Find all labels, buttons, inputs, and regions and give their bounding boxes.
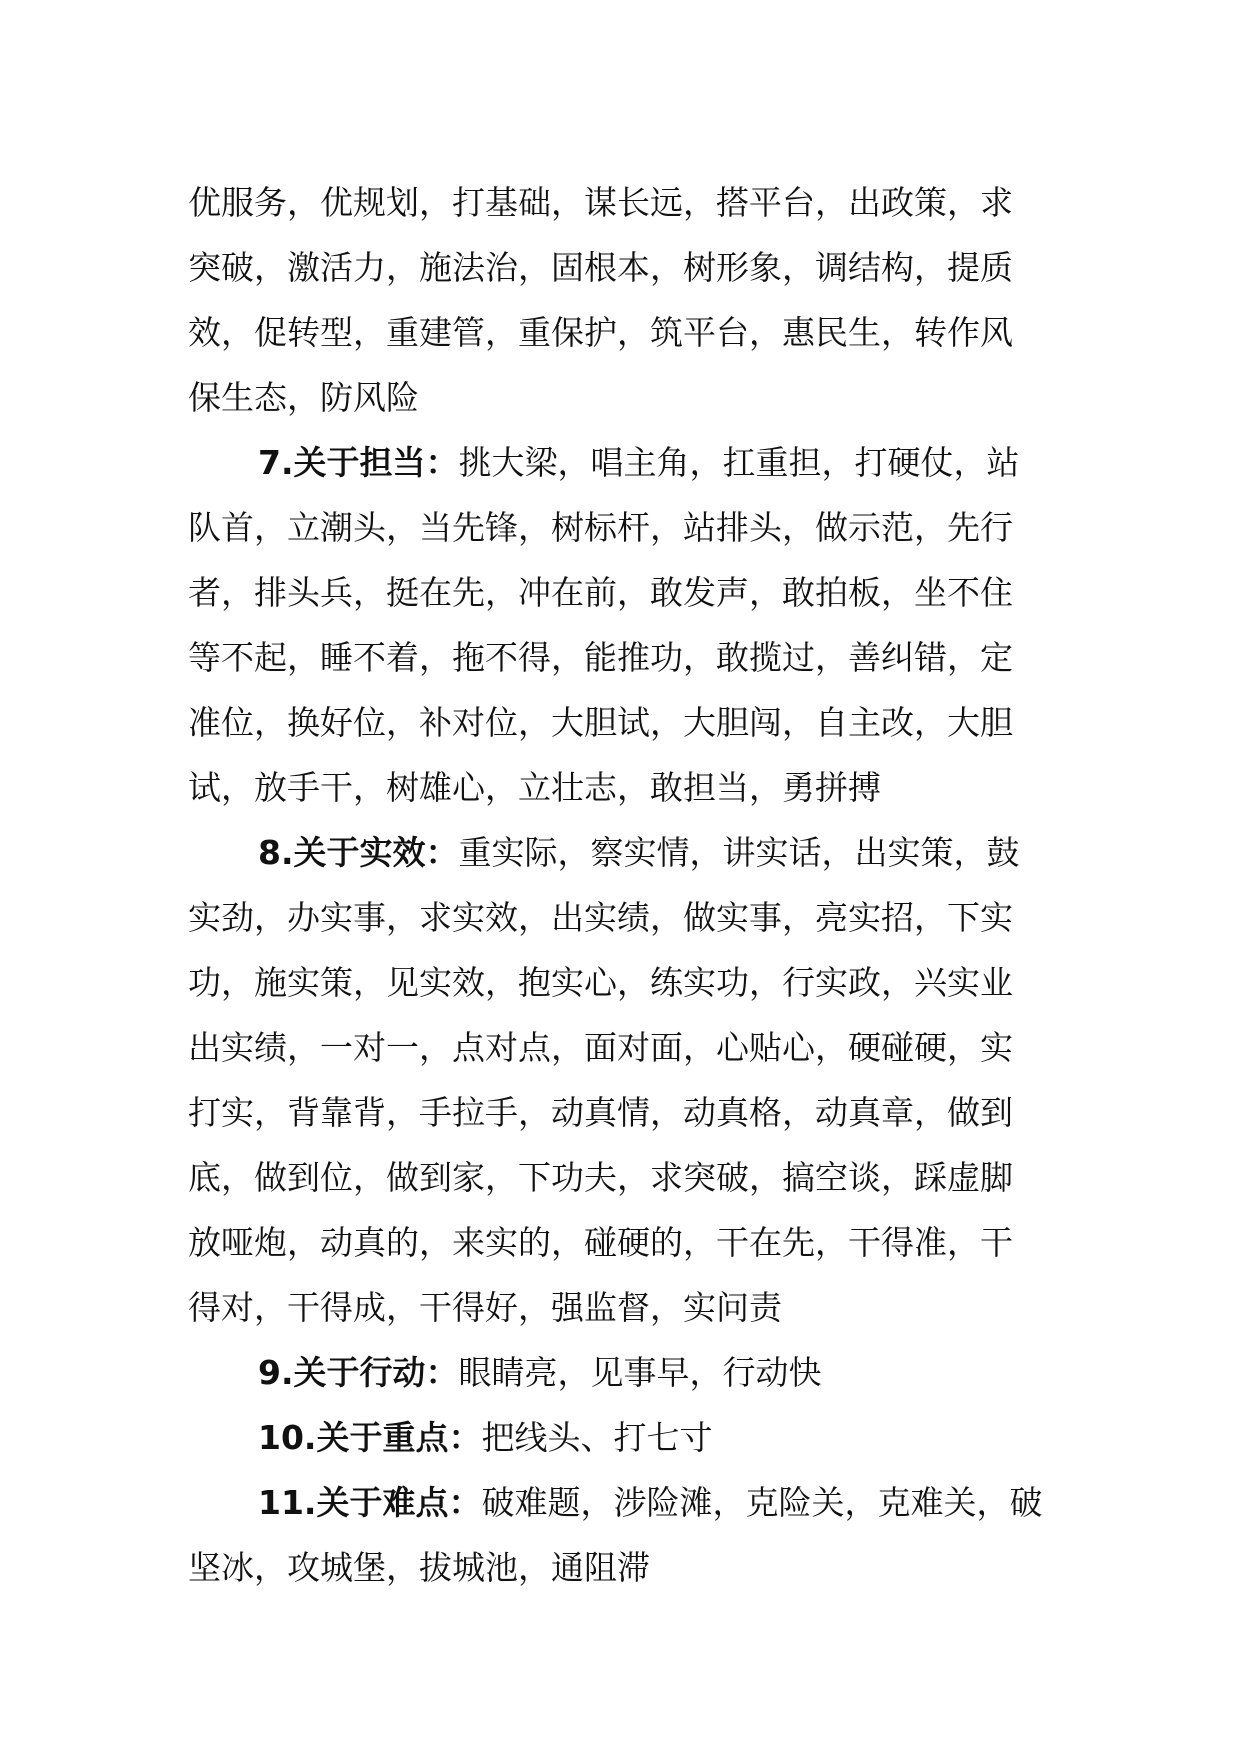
text-line: 出实绩，一对一，点对点，面对面，心贴心，硬碰硬，实 <box>188 1028 1013 1067</box>
text-span: 挑大梁，唱主角，扛重担，打硬仗，站 <box>458 443 1020 482</box>
section-7-heading: 7.关于担当： <box>258 443 459 482</box>
text-line: 准位，换好位，补对位，大胆试，大胆闯，自主改，大胆 <box>188 703 1013 742</box>
section-7-first-line <box>188 430 1058 495</box>
section-8-heading: 8.关于实效： <box>258 833 459 872</box>
section-9-first-line <box>188 1340 1058 1405</box>
text-span: 破难题，涉险滩，克险关，克难关，破 <box>481 1483 1043 1522</box>
section-9-heading: 9.关于行动： <box>258 1353 459 1392</box>
text-span: 把线头、打七寸 <box>481 1418 713 1457</box>
section-10-first-line <box>188 1405 1058 1470</box>
text-line: 突破，激活力，施法治，固根本，树形象，调结构，提质 <box>188 248 1013 287</box>
text-line: 功，施实策，见实效，抱实心，练实功，行实政，兴实业 <box>188 963 1013 1002</box>
document-body <box>188 170 1058 1600</box>
section-11-heading: 11.关于难点： <box>258 1483 482 1522</box>
text-line: 底，做到位，做到家，下功夫，求突破，搞空谈，踩虚脚 <box>188 1158 1013 1197</box>
text-line: 打实，背靠背，手拉手，动真情，动真格，动真章，做到 <box>188 1093 1013 1132</box>
section-10-heading: 10.关于重点： <box>258 1418 482 1457</box>
text-line: 实劲，办实事，求实效，出实绩，做实事，亮实招，下实 <box>188 898 1013 937</box>
section-8-first-line <box>188 820 1058 885</box>
text-line: 者，排头兵，挺在先，冲在前，敢发声，敢拍板，坐不住 <box>188 573 1013 612</box>
text-line: 等不起，睡不着，拖不得，能推功，敢揽过，善纠错，定 <box>188 638 1013 677</box>
text-line: 坚冰，攻城堡，拔城池，通阻滞 <box>188 1548 650 1587</box>
section-11-first-line <box>188 1470 1058 1535</box>
text-line: 保生态，防风险 <box>188 378 419 417</box>
text-line: 队首，立潮头，当先锋，树标杆，站排头，做示范，先行 <box>188 508 1013 547</box>
text-span: 眼睛亮，见事早，行动快 <box>458 1353 822 1392</box>
text-line: 效，促转型，重建管，重保护，筑平台，惠民生，转作风 <box>188 313 1013 352</box>
text-line: 得对，干得成，干得好，强监督，实问责 <box>188 1288 782 1327</box>
text-span: 重实际，察实情，讲实话，出实策，鼓 <box>458 833 1020 872</box>
text-line: 试，放手干，树雄心，立壮志，敢担当，勇拼搏 <box>188 768 881 807</box>
text-line: 放哑炮，动真的，来实的，碰硬的，干在先，干得准，干 <box>188 1223 1013 1262</box>
text-line: 优服务，优规划，打基础，谋长远，搭平台，出政策，求 <box>188 183 1013 222</box>
